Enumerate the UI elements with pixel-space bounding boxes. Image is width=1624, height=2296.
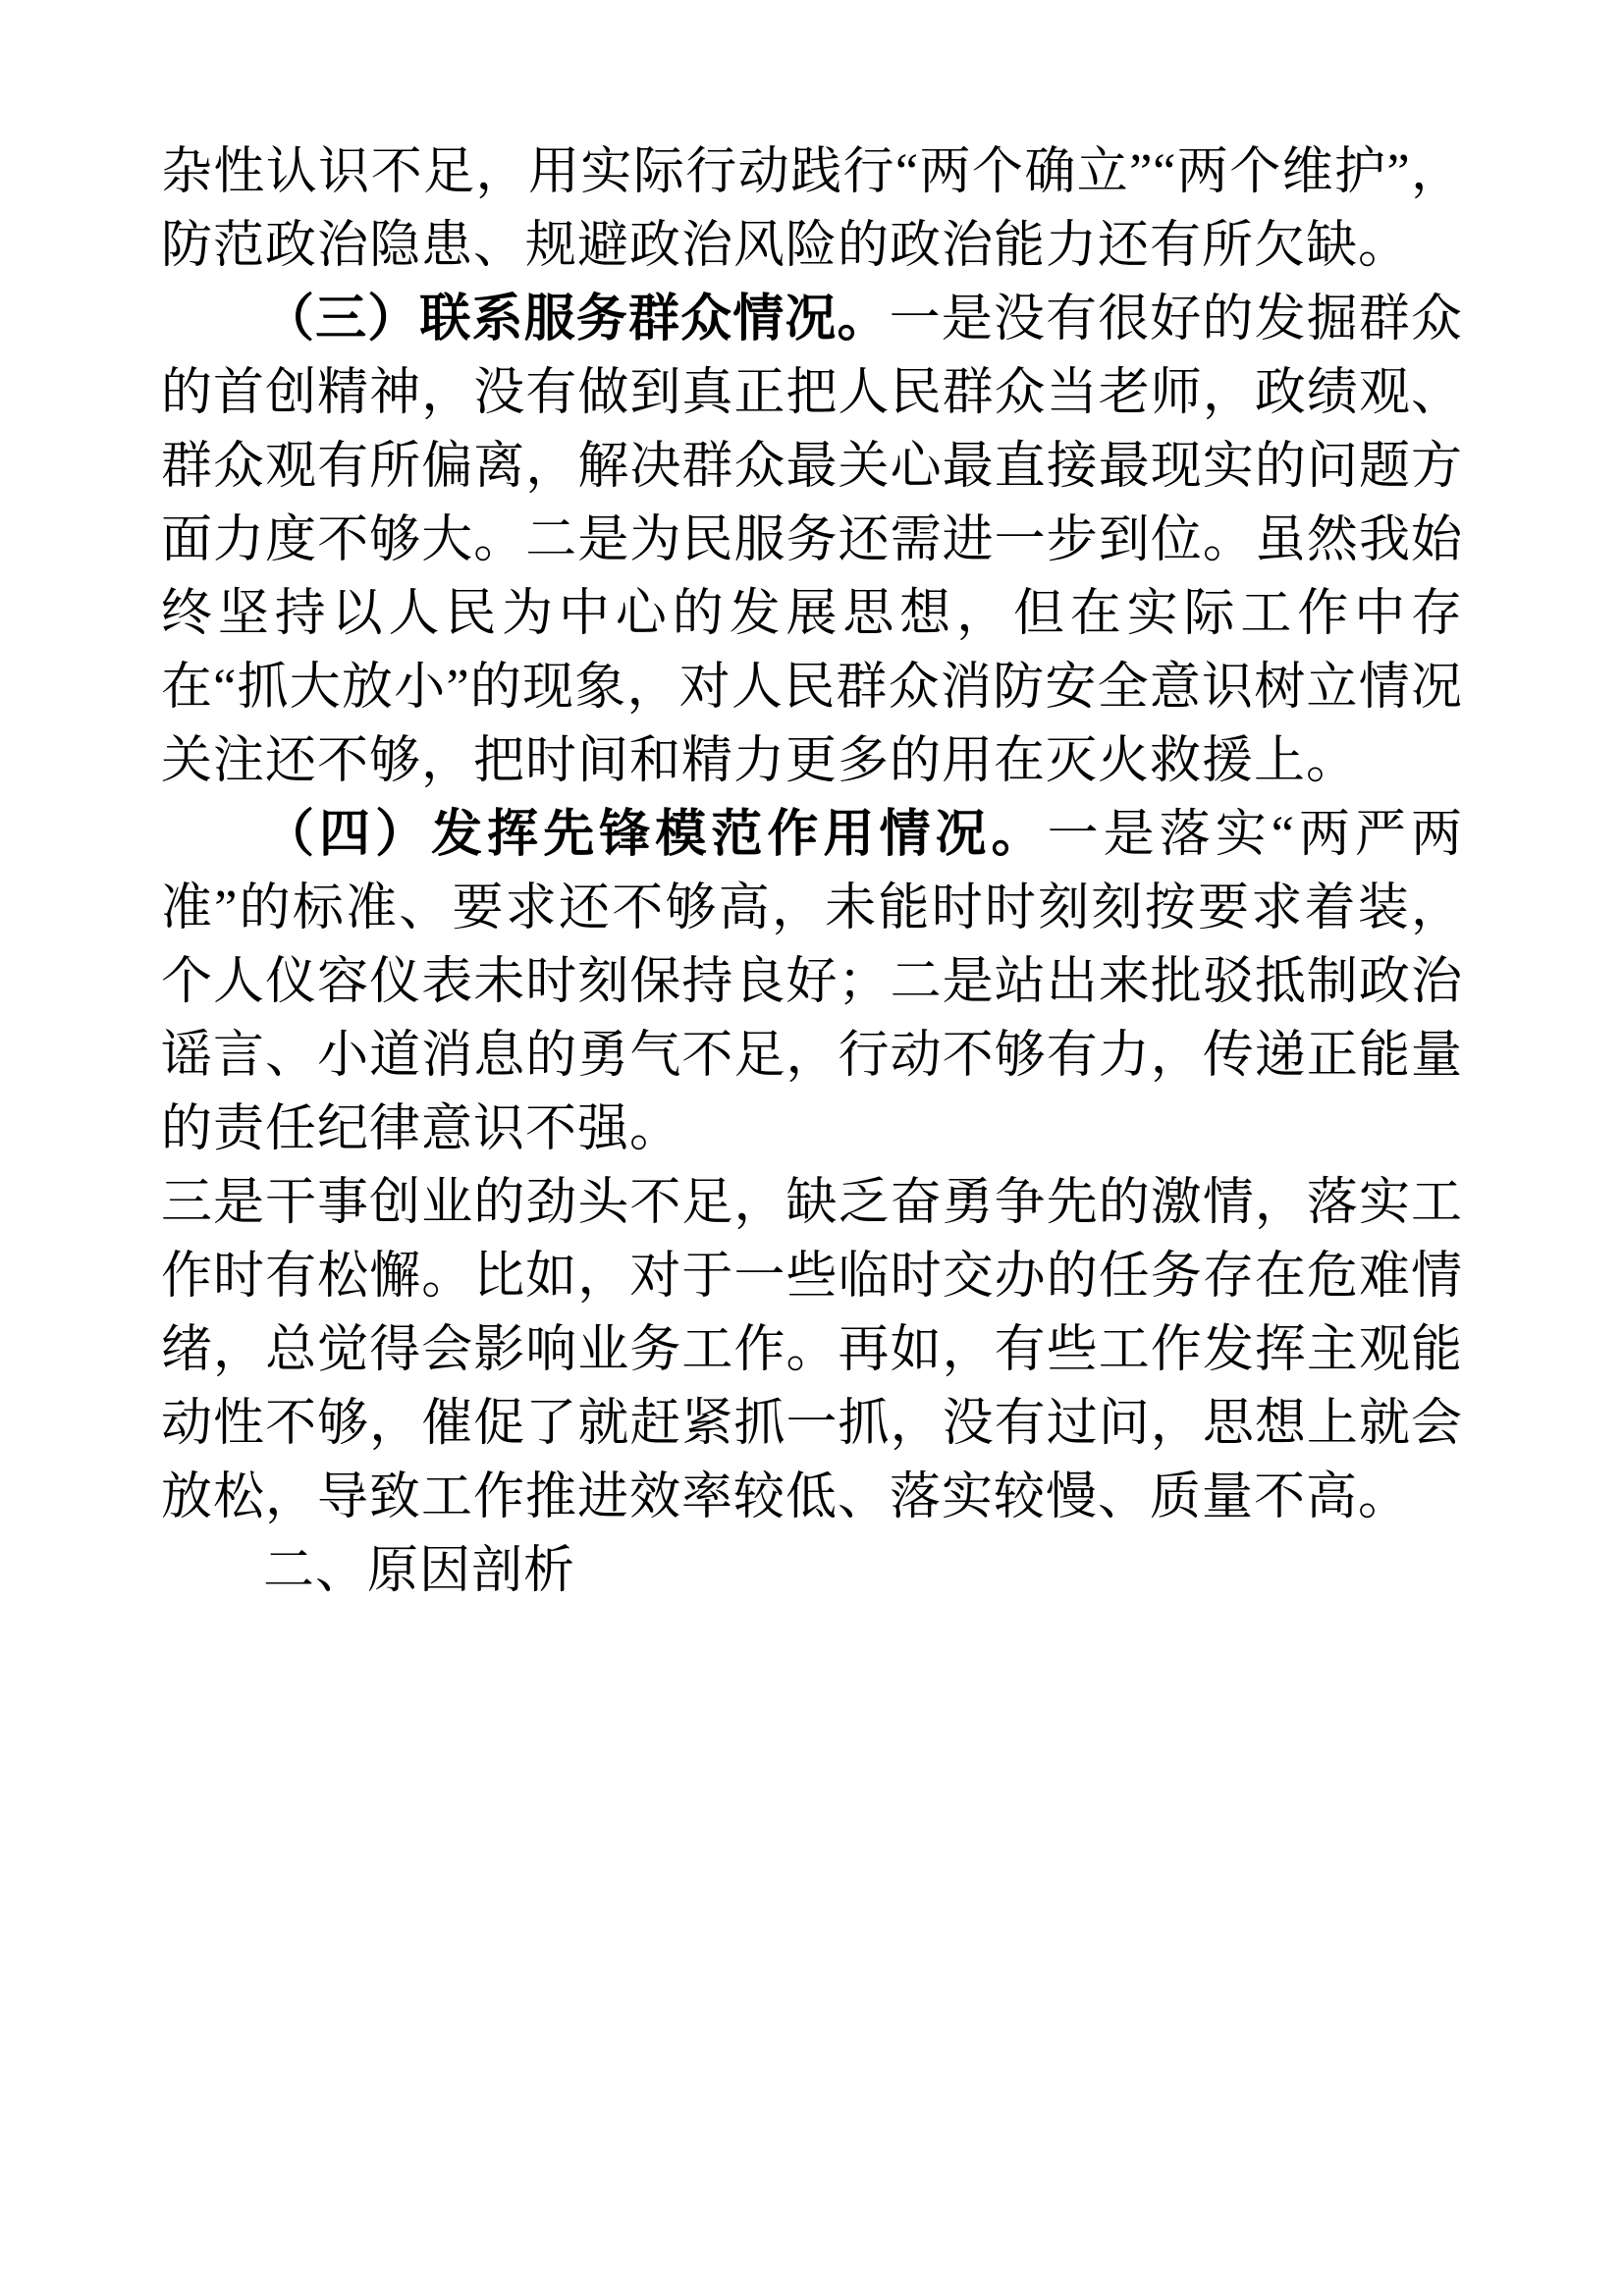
section-four-text: 一是落实“两严两准”的标准、要求还不够高，未能时时刻刻按要求着装，个人仪容仪表未时刻保持良好；二是站出来批驳抵制政治谣言、小道消息的勇气不足，行动不够有力，传递正能量的责任纪律意识不强。 [161, 807, 1463, 1157]
section-four-heading: （四）发挥先锋模范作用情况。 [263, 807, 1048, 863]
paragraph-text: 三是干事创业的劲头不足，缺乏奋勇争先的激情，落实工作时有松懈。比如，对于一些临时交办的任务存在危难情绪，总觉得会影响业务工作。再如，有些工作发挥主观能动性不够，催促了就赶紧抓一抓，没有过问，思想上就会放松，导致工作推进效率较低、落实较慢、质量不高。 [161, 1175, 1463, 1525]
paragraph-section-three [161, 283, 1463, 798]
paragraph-point-three [161, 1166, 1463, 1534]
paragraph-section-two-title [161, 1534, 1463, 1608]
paragraph-section-four [161, 798, 1463, 1166]
section-three-text: 一是没有很好的发掘群众的首创精神，没有做到真正把人民群众当老师，政绩观、群众观有所偏离，解决群众最关心最直接最现实的问题方面力度不够大。二是为民服务还需进一步到位。虽然我始终坚持以人民为中心的发展思想，但在实际工作中存在“抓大放小”的现象，对人民群众消防安全意识树立情况关注还不够，把时间和精力更多的用在灭火救援上。 [161, 292, 1463, 789]
paragraph-continuation [161, 135, 1463, 283]
section-two-title-text: 二、原因剖析 [263, 1543, 576, 1599]
paragraph-text: 杂性认识不足，用实际行动践行“两个确立”“两个维护”，防范政治隐患、规避政治风险的政治能力还有所欠缺。 [161, 144, 1463, 274]
section-three-heading: （三）联系服务群众情况。 [263, 292, 890, 347]
